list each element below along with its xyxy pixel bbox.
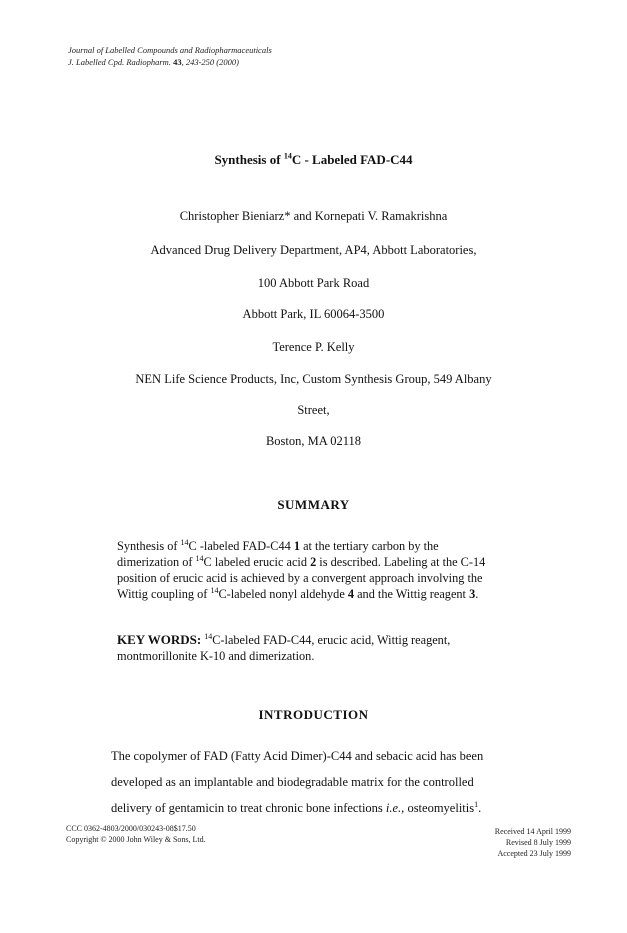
summary-line-3: position of erucic acid is achieved by a convergent approach involving the xyxy=(117,571,483,585)
authors: Christopher Bieniarz* and Kornepati V. Ramakrishna xyxy=(179,209,448,223)
keywords-label: KEY WORDS: xyxy=(117,632,202,647)
affiliation1-line3: Abbott Park, IL 60064-3500 xyxy=(242,307,385,321)
footer-dates xyxy=(495,826,571,859)
journal-citation xyxy=(68,56,272,68)
affiliation1-line1: Advanced Drug Delivery Department, AP4, Abbott Laboratories, xyxy=(150,243,477,257)
compound-2: 2 xyxy=(310,555,317,569)
title-isotope-sup: 14 xyxy=(283,151,292,161)
reference-1[interactable]: 1 xyxy=(474,799,479,809)
summary-line-2: dimerization of $^{14}$C labeled erucic acid 2 is described. Labeling at the C-14 xyxy=(117,553,486,569)
affiliation2-line3: Boston, MA 02118 xyxy=(265,434,362,448)
title-suffix: C - Labeled FAD-C44 xyxy=(291,152,413,167)
received-date: Received 14 April 1999 xyxy=(494,827,571,836)
keywords-line-1: KEY WORDS: $^{14}$C-labeled FAD-C44, erucic acid, Wittig reagent, xyxy=(117,631,451,647)
journal-name: Journal of Labelled Compounds and Radiopharmaceuticals xyxy=(68,45,272,55)
introduction-body xyxy=(111,743,541,821)
affiliation1-line2: 100 Abbott Park Road xyxy=(257,276,370,290)
journal-volume: 43 xyxy=(173,57,182,67)
author2: Terence P. Kelly xyxy=(272,340,355,354)
summary-heading: SUMMARY xyxy=(277,497,350,512)
compound-3: 3 xyxy=(469,587,476,601)
intro-line-1: The copolymer of FAD (Fatty Acid Dimer)-C44 and sebacic acid has been xyxy=(111,749,484,763)
summary-line-4: Wittig coupling of $^{14}$C-labeled nonyl aldehyde 4 and the Wittig reagent 3. xyxy=(117,585,479,601)
title-prefix: Synthesis of xyxy=(214,152,284,167)
compound-1: 1 xyxy=(293,539,301,553)
intro-line-2: developed as an implantable and biodegradable matrix for the controlled xyxy=(111,775,474,789)
journal-pages: , 243-250 (2000) xyxy=(181,57,239,67)
ccc-code: CCC 0362-4803/2000/030243-08$17.50 xyxy=(66,824,196,833)
summary-body xyxy=(117,538,537,602)
footer-left xyxy=(66,823,206,845)
affiliation2-line1: NEN Life Science Products, Inc, Custom Synthesis Group, 549 Albany xyxy=(135,372,492,386)
journal-header xyxy=(68,44,272,68)
paper-title xyxy=(0,152,627,168)
copyright: Copyright © 2000 John Wiley & Sons, Ltd. xyxy=(66,835,206,844)
affiliation2-line2: Street, xyxy=(297,403,330,417)
keywords-line-2: montmorillonite K-10 and dimerization. xyxy=(117,649,315,663)
introduction-heading: INTRODUCTION xyxy=(258,707,369,722)
intro-line-3: delivery of gentamicin to treat chronic bone infections i.e., osteomyelitis$^1$. xyxy=(111,799,482,815)
summary-line-1: Synthesis of $^{14}$C -labeled FAD-C44 1 at the tertiary carbon by the xyxy=(117,537,439,553)
citation-prefix: J. Labelled Cpd. Radiopharm. xyxy=(68,57,171,67)
keywords xyxy=(117,632,537,664)
compound-4: 4 xyxy=(347,587,355,601)
revised-date: Revised 8 July 1999 xyxy=(505,838,571,847)
accepted-date: Accepted 23 July 1999 xyxy=(497,849,571,858)
